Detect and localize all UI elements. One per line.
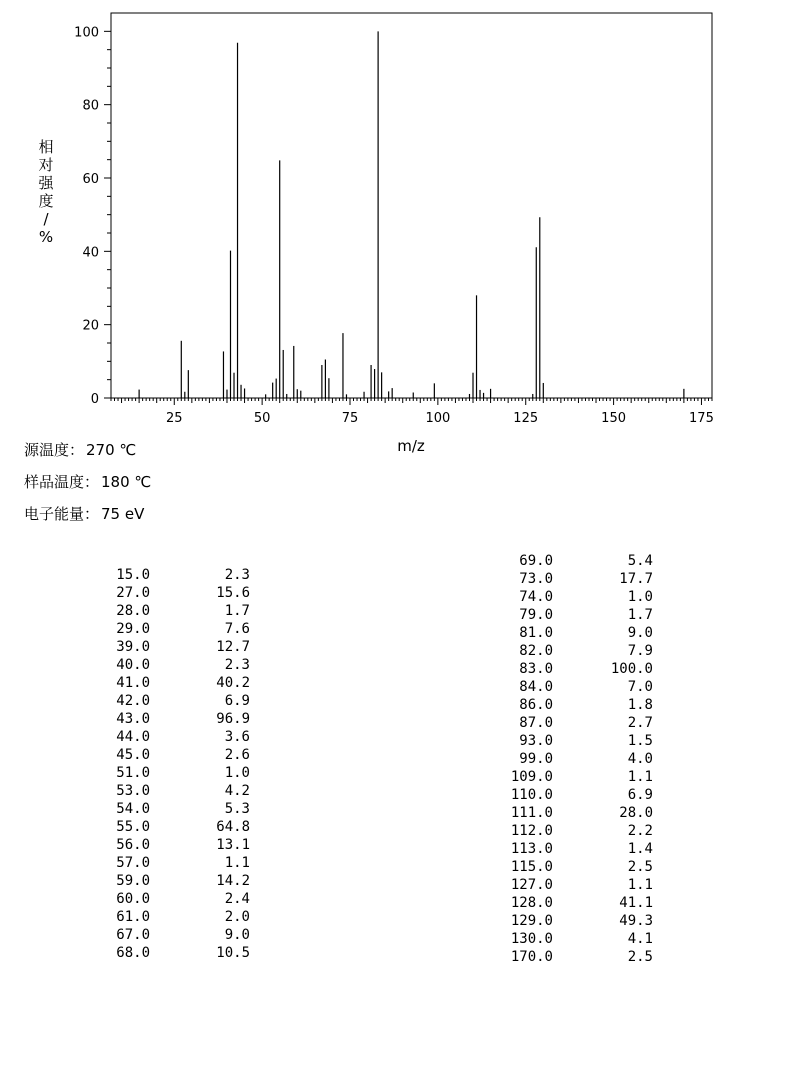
peak-table-row — [100, 908, 250, 926]
sample-temperature — [24, 471, 151, 492]
peak-abundance: 2.4 — [224, 891, 250, 907]
peak-abundance: 40.2 — [216, 675, 250, 691]
peak-table-row — [503, 912, 653, 930]
peak-abundance: 96.9 — [216, 711, 250, 727]
y-axis — [74, 25, 111, 407]
peak-mz: 67.0 — [116, 927, 150, 943]
peak-mz: 68.0 — [116, 945, 150, 961]
peak-mz: 29.0 — [116, 621, 150, 637]
peak-table-row — [100, 854, 250, 872]
y-axis-label — [38, 138, 54, 246]
y-tick-label: 0 — [90, 392, 99, 407]
peak-table-row — [503, 624, 653, 642]
peak-mz: 109.0 — [510, 769, 553, 785]
peak-abundance: 2.3 — [224, 657, 250, 673]
peak-mz: 128.0 — [510, 895, 553, 911]
peak-table-row — [100, 692, 250, 710]
peak-abundance: 1.4 — [627, 841, 653, 857]
peak-mz: 69.0 — [519, 553, 553, 569]
peak-abundance: 2.3 — [224, 567, 250, 583]
x-tick-label: 50 — [253, 411, 271, 426]
peak-mz: 15.0 — [116, 567, 150, 583]
y-axis-label-char: / — [43, 210, 49, 228]
peak-abundance: 2.0 — [224, 909, 250, 925]
peak-abundance: 2.5 — [627, 859, 653, 875]
peak-mz: 59.0 — [116, 873, 150, 889]
peak-table-row — [100, 836, 250, 854]
source-temperature-value: 270 ℃ — [86, 441, 137, 459]
peak-abundance: 49.3 — [619, 913, 653, 929]
electron-energy-value: 75 eV — [101, 505, 145, 523]
y-axis-label-char: 强 — [38, 174, 54, 192]
peak-table-row — [100, 620, 250, 638]
peak-abundance: 6.9 — [224, 693, 250, 709]
peak-mz: 86.0 — [519, 697, 553, 713]
peak-table-row — [100, 944, 250, 962]
peak-mz: 84.0 — [519, 679, 553, 695]
peak-table-row — [100, 872, 250, 890]
peak-abundance: 13.1 — [216, 837, 250, 853]
peak-table-right — [503, 552, 653, 966]
peak-table-row — [503, 660, 653, 678]
peak-abundance: 2.5 — [627, 949, 653, 965]
peak-table-row — [100, 890, 250, 908]
peak-mz: 115.0 — [510, 859, 553, 875]
peak-mz: 45.0 — [116, 747, 150, 763]
peak-table-row — [100, 584, 250, 602]
peak-mz: 112.0 — [510, 823, 553, 839]
peak-table-row — [503, 930, 653, 948]
plot-frame — [111, 13, 712, 398]
peak-mz: 99.0 — [519, 751, 553, 767]
x-tick-label: 150 — [601, 411, 627, 426]
peak-table-row — [100, 800, 250, 818]
y-tick-label: 20 — [82, 318, 99, 334]
peak-table-row — [503, 678, 653, 696]
peak-mz: 79.0 — [519, 607, 553, 623]
peak-table-row — [503, 570, 653, 588]
peak-mz: 93.0 — [519, 733, 553, 749]
peak-abundance: 12.7 — [216, 639, 250, 655]
x-tick-label: 75 — [341, 411, 359, 426]
peak-table-row — [100, 566, 250, 584]
peak-abundance: 2.7 — [627, 715, 653, 731]
peak-abundance: 1.1 — [627, 769, 653, 785]
peak-table-row — [503, 750, 653, 768]
y-axis-label-char: 度 — [38, 192, 54, 210]
y-axis-label-char: 对 — [38, 156, 54, 174]
peak-abundance: 17.7 — [619, 571, 653, 587]
x-tick-label: 25 — [165, 411, 183, 426]
peak-table-row — [503, 768, 653, 786]
x-axis-label: m/z — [397, 437, 425, 455]
peak-abundance: 100.0 — [610, 661, 653, 677]
peak-mz: 127.0 — [510, 877, 553, 893]
peak-table-row — [100, 746, 250, 764]
peak-table-row — [100, 764, 250, 782]
peak-abundance: 4.1 — [627, 931, 653, 947]
peak-table-row — [503, 804, 653, 822]
peak-abundance: 14.2 — [216, 873, 250, 889]
peak-mz: 129.0 — [510, 913, 553, 929]
peak-abundance: 41.1 — [619, 895, 653, 911]
peak-table-row — [100, 926, 250, 944]
peak-abundance: 7.0 — [627, 679, 653, 695]
x-tick-label: 100 — [425, 411, 451, 426]
peak-abundance: 1.7 — [224, 603, 250, 619]
peak-mz: 28.0 — [116, 603, 150, 619]
source-temperature-label: 源温度： — [24, 441, 85, 459]
peak-abundance: 1.8 — [627, 697, 653, 713]
peak-mz: 51.0 — [116, 765, 150, 781]
peak-abundance: 4.0 — [627, 751, 653, 767]
peak-abundance: 1.0 — [627, 589, 653, 605]
peak-mz: 54.0 — [116, 801, 150, 817]
peak-abundance: 5.3 — [224, 801, 250, 817]
electron-energy — [24, 503, 144, 524]
y-tick-label: 40 — [82, 245, 99, 261]
peak-mz: 53.0 — [116, 783, 150, 799]
peak-table-row — [100, 728, 250, 746]
y-tick-label: 60 — [82, 172, 99, 187]
peak-table-left — [100, 566, 250, 962]
peak-abundance: 64.8 — [216, 819, 250, 835]
peak-abundance: 7.9 — [627, 643, 653, 659]
peak-mz: 43.0 — [116, 711, 150, 727]
peak-mz: 170.0 — [510, 949, 553, 965]
peak-mz: 73.0 — [519, 571, 553, 587]
peak-abundance: 9.0 — [627, 625, 653, 641]
x-tick-label: 175 — [689, 411, 714, 426]
peak-table-row — [100, 818, 250, 836]
y-tick-label: 80 — [82, 98, 99, 114]
electron-energy-label: 电子能量： — [24, 505, 100, 523]
peak-table-row — [503, 696, 653, 714]
peak-abundance: 10.5 — [216, 945, 250, 961]
peak-mz: 41.0 — [116, 675, 150, 691]
peak-abundance: 1.0 — [224, 765, 250, 781]
peak-bars — [139, 31, 684, 398]
peak-table-row — [503, 714, 653, 732]
peak-table-row — [503, 606, 653, 624]
peak-abundance: 9.0 — [224, 927, 250, 943]
peak-mz: 110.0 — [510, 787, 553, 803]
peak-mz: 74.0 — [519, 589, 553, 605]
peak-mz: 60.0 — [116, 891, 150, 907]
peak-abundance: 7.6 — [224, 621, 250, 637]
y-axis-label-char: % — [38, 228, 54, 246]
peak-mz: 87.0 — [519, 715, 553, 731]
peak-mz: 39.0 — [116, 639, 150, 655]
peak-mz: 82.0 — [519, 643, 553, 659]
peak-mz: 61.0 — [116, 909, 150, 925]
peak-mz: 56.0 — [116, 837, 150, 853]
peak-table-row — [100, 602, 250, 620]
source-temperature — [24, 439, 136, 460]
sample-temperature-label: 样品温度： — [24, 473, 100, 491]
peak-table-row — [503, 948, 653, 966]
peak-abundance: 1.5 — [627, 733, 653, 749]
y-axis-label-char: 相 — [38, 138, 54, 156]
peak-abundance: 5.4 — [627, 553, 653, 569]
peak-abundance: 6.9 — [627, 787, 653, 803]
peak-table-row — [503, 822, 653, 840]
peak-table-row — [100, 656, 250, 674]
peak-mz: 55.0 — [116, 819, 150, 835]
peak-mz: 81.0 — [519, 625, 553, 641]
peak-table-row — [503, 894, 653, 912]
peak-abundance: 28.0 — [619, 805, 653, 821]
x-tick-label: 125 — [513, 411, 539, 426]
peak-table-row — [100, 782, 250, 800]
mass-spectrum-chart — [0, 0, 794, 460]
peak-mz: 130.0 — [510, 931, 553, 947]
peak-mz: 40.0 — [116, 657, 150, 673]
peak-table-row — [503, 588, 653, 606]
peak-abundance: 3.6 — [224, 729, 250, 745]
peak-abundance: 1.1 — [224, 855, 250, 871]
peak-abundance: 4.2 — [224, 783, 250, 799]
peak-mz: 111.0 — [510, 805, 553, 821]
peak-table-row — [503, 876, 653, 894]
peak-abundance: 1.7 — [627, 607, 653, 623]
peak-mz: 42.0 — [116, 693, 150, 709]
peak-abundance: 2.6 — [224, 747, 250, 763]
peak-abundance: 1.1 — [627, 877, 653, 893]
peak-mz: 57.0 — [116, 855, 150, 871]
peak-abundance: 15.6 — [216, 585, 250, 601]
peak-table-row — [503, 642, 653, 660]
peak-table-row — [503, 786, 653, 804]
peak-abundance: 2.2 — [627, 823, 653, 839]
peak-mz: 44.0 — [116, 729, 150, 745]
peak-table-row — [100, 710, 250, 728]
peak-table-row — [503, 858, 653, 876]
y-tick-label: 100 — [74, 25, 99, 41]
sample-temperature-value: 180 ℃ — [101, 473, 152, 491]
x-axis — [111, 398, 714, 426]
peak-table-row — [503, 552, 653, 570]
peak-table-row — [503, 840, 653, 858]
peak-mz: 83.0 — [519, 661, 553, 677]
peak-table-row — [100, 674, 250, 692]
peak-table-row — [100, 638, 250, 656]
peak-mz: 113.0 — [510, 841, 553, 857]
peak-mz: 27.0 — [116, 585, 150, 601]
peak-table-row — [503, 732, 653, 750]
